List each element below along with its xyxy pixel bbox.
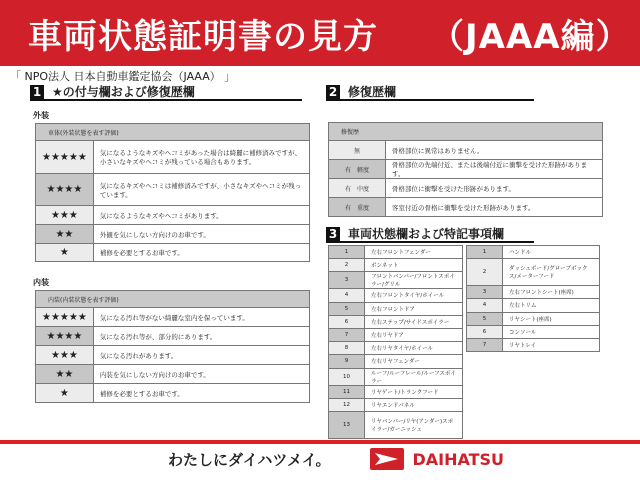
part-name: リヤシート(座席)	[503, 312, 600, 325]
part-name: フロントバンパー/フロントスポイラー/グリル	[365, 272, 463, 289]
rating-description: 気になる汚れがあります。	[93, 346, 309, 365]
part-name: 左右ステップ/サイドスポイラー	[365, 315, 463, 328]
part-number: 7	[467, 338, 503, 351]
repair-level: 有 中度	[329, 179, 386, 198]
table-row	[329, 198, 603, 217]
star-rating: ★	[36, 384, 94, 403]
table-row	[329, 355, 463, 368]
part-number: 4	[467, 299, 503, 312]
interior-label: 内装	[33, 278, 49, 287]
brand-name: DAIHATSU	[412, 449, 505, 469]
table-row	[329, 289, 463, 302]
rating-description: 補修を必要とするお車です。	[93, 244, 309, 262]
rating-description: 気になるようなキズやヘコミがあります。	[93, 206, 309, 225]
table-row	[36, 384, 310, 403]
rating-description: 内装を気にしない方向けのお車です。	[93, 365, 309, 384]
part-name: リヤトレイ	[503, 338, 600, 351]
page-title-suffix: （JAAA編）	[430, 16, 631, 57]
table-header: 車体(外装状態を表す評価)	[36, 124, 310, 141]
table-row	[329, 385, 463, 398]
table-row	[329, 259, 463, 272]
table-header: 修復歴	[329, 123, 603, 141]
exterior-parts-table	[328, 245, 463, 439]
rating-description: 補修を必要とするお車です。	[93, 384, 309, 403]
table-row	[329, 302, 463, 315]
table-row	[36, 174, 310, 206]
part-number: 1	[329, 246, 365, 259]
table-row	[467, 312, 600, 325]
part-number: 5	[329, 302, 365, 315]
part-number: 2	[329, 259, 365, 272]
repair-history-table	[328, 122, 603, 217]
part-number: 4	[329, 289, 365, 302]
star-rating: ★★★★★	[36, 308, 94, 327]
table-row	[36, 244, 310, 262]
part-number: 3	[329, 272, 365, 289]
repair-description: 骨格部位に衝撃を受けた形跡があります。	[386, 179, 603, 198]
part-number: 9	[329, 355, 365, 368]
table-row	[329, 179, 603, 198]
slogan: わたしにダイハツメイ。	[168, 450, 331, 469]
part-name: ボンネット	[365, 259, 463, 272]
part-name: 左右リヤタイヤ/ホイール	[365, 342, 463, 355]
section-number: 2	[326, 85, 340, 99]
rating-description: 気になるキズやヘコミは補修済みですが、小さなキズやヘコミが残っています。	[93, 174, 309, 206]
repair-description: 骨格部位に異常はありません。	[386, 141, 603, 160]
star-rating: ★★★	[36, 206, 94, 225]
table-row	[36, 308, 310, 327]
rating-description: 外観を気にしない方向けのお車です。	[93, 225, 309, 244]
table-row	[467, 286, 600, 299]
section-title: 車両状態欄および特記事項欄	[348, 227, 505, 241]
part-number: 3	[467, 286, 503, 299]
table-row	[329, 411, 463, 438]
table-row	[329, 160, 603, 179]
repair-level: 有 重度	[329, 198, 386, 217]
star-rating: ★★★	[36, 346, 94, 365]
part-name: ハンドル	[503, 246, 600, 259]
star-rating: ★★★★	[36, 174, 94, 206]
table-row	[329, 398, 463, 411]
footer	[168, 448, 504, 470]
table-row	[329, 328, 463, 341]
interior-rating-table	[35, 290, 310, 403]
part-number: 8	[329, 342, 365, 355]
repair-level: 有 軽度	[329, 160, 386, 179]
table-row	[467, 299, 600, 312]
section1-heading	[30, 84, 302, 101]
section-number: 3	[326, 227, 340, 241]
part-name: 左右リヤドア	[365, 328, 463, 341]
part-number: 6	[467, 325, 503, 338]
part-number: 10	[329, 368, 365, 385]
table-row	[36, 365, 310, 384]
part-name: リヤバンパー/リヤ(アンダー)スポイラー/ガーニッシュ	[365, 411, 463, 438]
star-rating: ★★	[36, 365, 94, 384]
table-row	[467, 338, 600, 351]
rating-description: 気になる汚れ等が、部分的にあります。	[93, 327, 309, 346]
rating-description: 気になるようなキズやヘコミがあった場合は綺麗に補修済みですが、小さいなキズやヘコミが残っている場合もあります。	[93, 141, 309, 174]
repair-description: 客室付近の骨格に衝撃を受けた形跡があります。	[386, 198, 603, 217]
table-row	[36, 141, 310, 174]
subtitle: 「 NPO法人 日本自動車鑑定協会（JAAA） 」	[10, 70, 236, 83]
part-number: 5	[467, 312, 503, 325]
part-name: 左右リヤフェンダー	[365, 355, 463, 368]
part-name: リヤゲート/トランクフード	[365, 385, 463, 398]
star-rating: ★★★★	[36, 327, 94, 346]
repair-level: 無	[329, 141, 386, 160]
part-name: ルーフ/ルーフレール/ルーフスポイラー	[365, 368, 463, 385]
interior-parts-table	[466, 245, 600, 352]
part-number: 11	[329, 385, 365, 398]
part-name: コンソール	[503, 325, 600, 338]
star-rating: ★★	[36, 225, 94, 244]
repair-description: 骨格部位の先端付近、または後端付近に衝撃を受けた形跡があります。	[386, 160, 603, 179]
table-row	[329, 272, 463, 289]
part-number: 1	[467, 246, 503, 259]
table-row	[329, 246, 463, 259]
section2-heading	[326, 84, 534, 101]
exterior-label: 外装	[33, 111, 49, 120]
part-name: 左右トリム	[503, 299, 600, 312]
table-row	[36, 225, 310, 244]
rating-description: 気になる汚れ等がない綺麗な室内を保っています。	[93, 308, 309, 327]
part-name: 左右フロントタイヤ/ホイール	[365, 289, 463, 302]
part-number: 7	[329, 328, 365, 341]
part-name: 左右フロントドア	[365, 302, 463, 315]
part-number: 13	[329, 411, 365, 438]
divider	[0, 440, 640, 444]
table-row	[329, 368, 463, 385]
section-title: 修復歴欄	[348, 85, 397, 99]
table-row	[329, 141, 603, 160]
title-banner	[0, 0, 640, 66]
table-row	[36, 346, 310, 365]
star-rating: ★	[36, 244, 94, 262]
part-name: ダッシュボード/グローブボックス/メーターフード	[503, 259, 600, 286]
table-row	[36, 327, 310, 346]
section3-heading	[326, 226, 534, 243]
page-title: 車両状態証明書の見方	[28, 16, 378, 57]
part-number: 6	[329, 315, 365, 328]
table-row	[467, 259, 600, 286]
part-name: 左右フロントフェンダー	[365, 246, 463, 259]
part-name: リヤエンドパネル	[365, 398, 463, 411]
daihatsu-emblem-icon	[370, 448, 404, 470]
star-rating: ★★★★★	[36, 141, 94, 174]
section-title: ★の付与欄および修復歴欄	[52, 85, 195, 99]
table-row	[467, 325, 600, 338]
daihatsu-logo	[370, 448, 504, 470]
table-row	[329, 342, 463, 355]
table-row	[467, 246, 600, 259]
part-number: 2	[467, 259, 503, 286]
part-number: 12	[329, 398, 365, 411]
exterior-rating-table	[35, 123, 310, 262]
table-header: 内装(内装状態を表す評価)	[36, 291, 310, 308]
table-row	[36, 206, 310, 225]
part-name: 左右フロントシート(座席)	[503, 286, 600, 299]
section-number: 1	[30, 85, 44, 99]
table-row	[329, 315, 463, 328]
